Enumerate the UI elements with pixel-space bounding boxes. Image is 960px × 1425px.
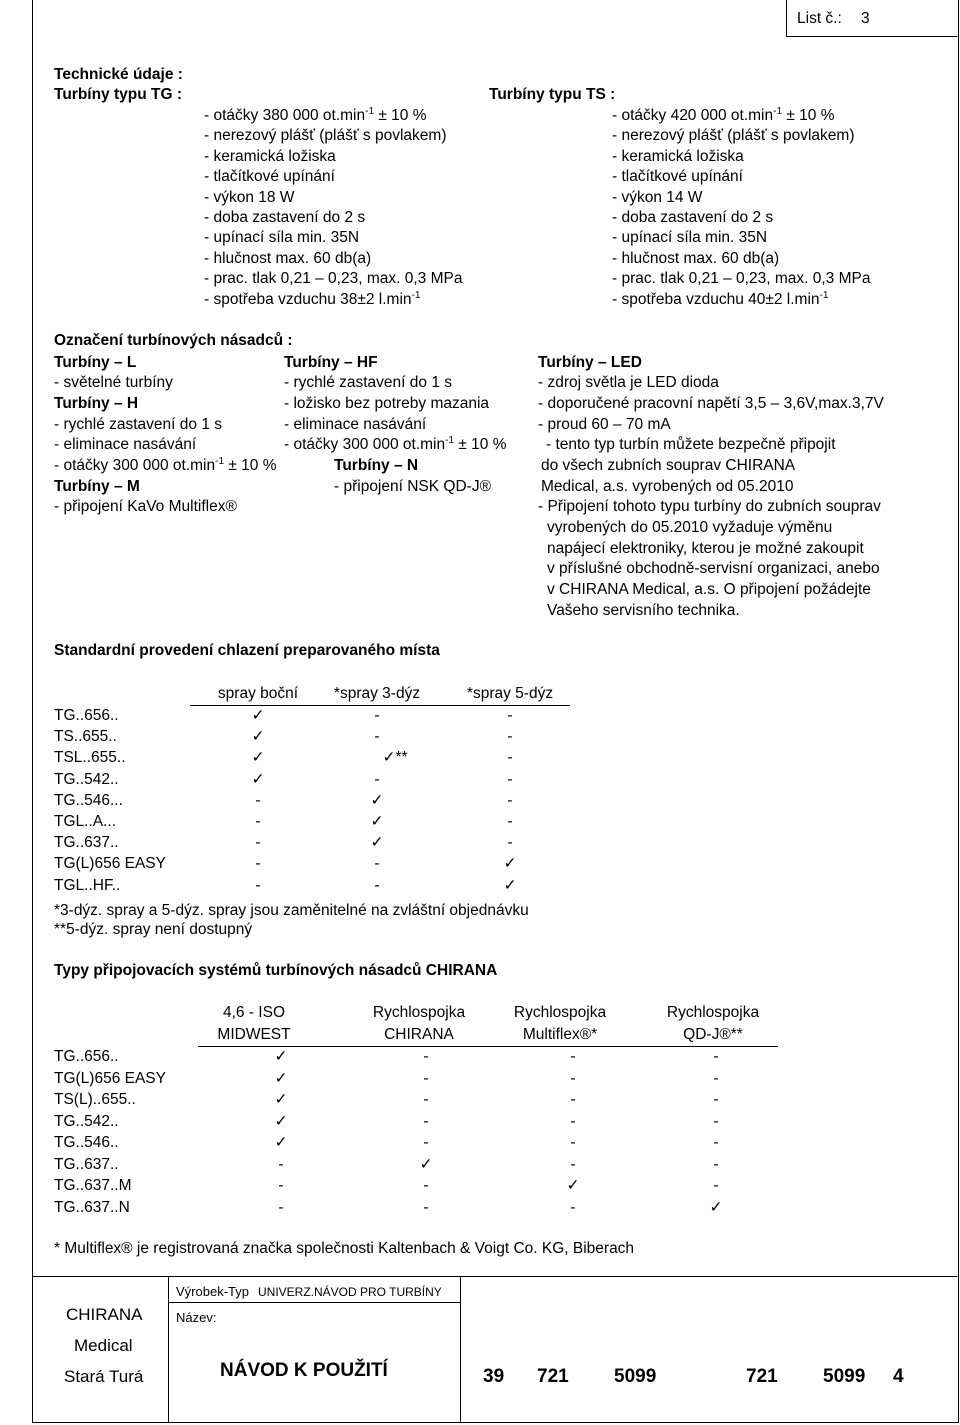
sheet-number-box [786, 0, 957, 37]
connections-title: Typy připojovacích systémů turbínových násadců CHIRANA [54, 962, 498, 979]
tg-spec-item: - doba zastavení do 2 s [204, 209, 366, 226]
tg-spec-item: - nerezový plášť (plášť s povlakem) [204, 127, 447, 145]
tg-spec-item: - otáčky 380 000 $ot.\min^{-1} \pm 10$ % [204, 105, 427, 124]
connection-cell: - [423, 1134, 429, 1151]
cooling-cell: - [374, 728, 380, 746]
cooling-cell: - [374, 707, 380, 724]
connection-header-bottom: MIDWEST [217, 1026, 291, 1043]
ts-spec-item: - nerezový plášť (plášť s povlakem) [612, 127, 855, 145]
connection-cell: - [423, 1069, 429, 1087]
connection-cell: ✓ [274, 1112, 288, 1130]
connection-header-bottom: QD-J®** [683, 1026, 743, 1043]
ts-heading: Turbíny typu TS : [489, 86, 616, 103]
connection-row-name: TG..637..N [54, 1198, 130, 1216]
cooling-cell: ✓** [382, 749, 408, 767]
connection-cell: - [570, 1048, 576, 1065]
ts-spec-item: - upínací síla min. 35N [612, 229, 768, 247]
cooling-cell: ✓ [503, 855, 517, 873]
marking-item: v CHIRANA Medical, a.s. O připojení požádejte [547, 581, 871, 598]
cooling-cell: ✓ [251, 707, 265, 724]
cooling-cell: ✓ [251, 749, 265, 767]
cooling-header-line [190, 705, 570, 706]
ts-spec-item: - keramická ložiska [612, 147, 744, 165]
marking-item: - zdroj světla je LED dioda [538, 374, 719, 391]
marking-item: Turbíny – LED [538, 354, 642, 371]
connection-cell: ✓ [274, 1069, 288, 1087]
cooling-cell: - [507, 707, 513, 724]
cooling-row-name: TSL..655.. [54, 749, 126, 767]
cooling-cell: ✓ [370, 813, 384, 830]
company-city: Stará Turá [64, 1367, 144, 1386]
cooling-cell: - [374, 876, 380, 894]
tg-spec-item: - upínací síla min. 35N [204, 229, 360, 247]
connection-cell: ✓ [274, 1048, 288, 1065]
cooling-note-1: *3-dýz. spray a 5-dýz. spray jsou zaměnitelné na zvláštní objednávku [54, 902, 529, 919]
marking-item: do všech zubních souprav CHIRANA [541, 457, 796, 474]
doc-number-5: 5099 [823, 1366, 866, 1387]
ts-spec-item: - prac. tlak 0,21 – 0,23, max. 0,3 MPa [612, 270, 871, 288]
cooling-row-name: TS..655.. [54, 728, 117, 746]
cooling-row-name: TG..546... [54, 791, 123, 809]
cooling-cell: - [255, 813, 261, 830]
connection-row-name: TS(L)..655.. [54, 1091, 136, 1108]
cooling-cell: ✓ [251, 770, 265, 788]
cooling-row-name: TG..542.. [54, 770, 119, 788]
connection-cell: - [570, 1155, 576, 1173]
connections-footnote: * Multiflex® je registrovaná značka společnosti Kaltenbach & Voigt Co. KG, Biberach [54, 1240, 635, 1257]
markings-title: Označení turbínových násadců : [54, 332, 293, 349]
cooling-cell: - [255, 855, 261, 873]
cooling-cell: - [507, 834, 513, 852]
marking-item: v příslušné obchodně-servisní organizaci, anebo [547, 560, 880, 577]
connection-row-name: TG..637.. [54, 1155, 119, 1173]
connection-header-bottom: Multiflex®* [522, 1026, 598, 1043]
cooling-row-name: TGL..A... [54, 813, 117, 830]
cooling-row-name: TG..637.. [54, 834, 119, 852]
sheet-label: List č.: [797, 10, 842, 27]
marking-item: Turbíny – M [54, 478, 140, 495]
connection-cell: - [713, 1177, 719, 1194]
marking-item: - světelné turbíny [54, 374, 173, 391]
tg-spec-item: - výkon 18 W [204, 188, 295, 206]
marking-item: - Připojení tohoto typu turbíny do zubních souprav [538, 498, 881, 515]
marking-item: Turbíny – L [54, 354, 137, 371]
connection-cell: - [713, 1069, 719, 1087]
cooling-cell: - [507, 749, 513, 767]
ts-spec-item: - výkon 14 W [612, 188, 703, 206]
connection-header-top: Rychlospojka [372, 1004, 466, 1021]
connection-cell: - [713, 1091, 719, 1108]
cooling-header: *spray 3-dýz [333, 685, 421, 702]
doc-number-2: 721 [537, 1366, 569, 1387]
cooling-cell: - [507, 791, 513, 809]
tg-spec-item: - prac. tlak 0,21 – 0,23, max. 0,3 MPa [204, 270, 463, 288]
tg-spec-item: - keramická ložiska [204, 147, 336, 165]
marking-item: - rychlé zastavení do 1 s [54, 416, 222, 433]
connection-cell: - [570, 1091, 576, 1108]
connection-header-top: Rychlospojka [666, 1004, 760, 1021]
connection-cell: - [570, 1069, 576, 1087]
cooling-cell: - [507, 770, 513, 788]
tg-spec-item: - hlučnost max. 60 db(a) [204, 249, 372, 267]
cooling-row-name: TGL..HF.. [54, 876, 121, 894]
ts-spec-item: - doba zastavení do 2 s [612, 209, 774, 226]
cooling-header: spray boční [217, 685, 299, 702]
cooling-cell: - [374, 855, 380, 873]
marking-item: - eliminace nasávání [54, 436, 197, 453]
product-type-label: Výrobek-Typ [176, 1284, 249, 1299]
connection-cell: - [278, 1198, 284, 1216]
connection-cell: ✓ [274, 1091, 288, 1108]
marking-item: Vašeho servisního technika. [547, 602, 740, 619]
cooling-title: Standardní provedení chlazení preparovaného místa [54, 642, 440, 659]
connection-row-name: TG(L)656 EASY [54, 1069, 166, 1087]
marking-item: - tento typ turbín můžete bezpečně připojit [546, 436, 836, 453]
marking-item: - doporučené pracovní napětí 3,5 – 3,6V,max.3,7V [538, 395, 884, 412]
connection-header-bottom: CHIRANA [384, 1026, 454, 1043]
connection-cell: - [713, 1048, 719, 1065]
connection-cell: ✓ [566, 1177, 580, 1194]
ts-spec-item: - hlučnost max. 60 db(a) [612, 249, 780, 267]
connection-row-name: TG..546.. [54, 1134, 119, 1151]
turbiny-n-item: - připojení NSK QD-J® [334, 478, 491, 495]
product-type-value: UNIVERZ.NÁVOD PRO TURBÍNY [258, 1285, 442, 1299]
connection-header-top: 4,6 - ISO [222, 1004, 286, 1021]
ts-spec-item: - spotřeba vzduchu 40±2 $l.\min^{-1}$ [612, 289, 829, 308]
connection-cell: - [570, 1134, 576, 1151]
cooling-row-name: TG(L)656 EASY [54, 855, 166, 873]
doc-number-4: 721 [746, 1366, 778, 1387]
connection-row-name: TG..637..M [54, 1177, 132, 1194]
connection-cell: - [423, 1091, 429, 1108]
marking-item: Medical, a.s. vyrobených od 05.2010 [541, 478, 794, 495]
connections-header-line [198, 1046, 778, 1047]
company-name: CHIRANA [66, 1305, 143, 1324]
tg-heading: Turbíny typu TG : [54, 86, 183, 103]
cooling-row-name: TG..656.. [54, 707, 119, 724]
connection-row-name: TG..542.. [54, 1112, 119, 1130]
connection-cell: ✓ [709, 1198, 723, 1216]
marking-item: - otáčky 300 000 $ot.\min^{-1} \pm 10$ % [54, 455, 277, 474]
marking-item: - eliminace nasávání [284, 416, 427, 433]
cooling-cell: ✓ [370, 791, 384, 809]
cooling-header: *spray 5-dýz [466, 685, 554, 702]
cooling-cell: ✓ [503, 876, 517, 894]
marking-item: - ložisko bez potreby mazania [284, 395, 490, 412]
connection-cell: - [570, 1198, 576, 1216]
turbiny-n-heading: Turbíny – N [334, 457, 419, 474]
connection-header-top: Rychlospojka [513, 1004, 607, 1021]
connection-cell: - [423, 1048, 429, 1065]
footer-row-line [168, 1302, 460, 1303]
connection-cell: - [423, 1198, 429, 1216]
cooling-cell: - [374, 770, 380, 788]
cooling-cell: - [255, 834, 261, 852]
ts-spec-item: - tlačítkové upínání [612, 168, 743, 186]
marking-item: Turbíny – H [54, 395, 139, 412]
marking-item: vyrobených do 05.2010 vyžaduje výměnu [547, 519, 833, 536]
footer-divider-2 [460, 1276, 461, 1422]
footer-divider-1 [168, 1276, 169, 1422]
connection-cell: - [278, 1155, 284, 1173]
doc-number-6: 4 [893, 1366, 904, 1387]
connection-cell: - [570, 1112, 576, 1130]
cooling-cell: - [255, 876, 261, 894]
marking-item: - rychlé zastavení do 1 s [284, 374, 452, 391]
connection-cell: - [423, 1177, 429, 1194]
tg-spec-item: - tlačítkové upínání [204, 168, 335, 186]
connection-cell: - [713, 1155, 719, 1173]
connection-row-name: TG..656.. [54, 1048, 119, 1065]
connection-cell: ✓ [274, 1134, 288, 1151]
tech-title: Technické údaje : [54, 66, 183, 83]
cooling-cell: - [507, 813, 513, 830]
cooling-cell: ✓ [251, 728, 265, 746]
footer-top-line [32, 1276, 957, 1277]
connection-cell: - [423, 1112, 429, 1130]
connection-cell: - [713, 1112, 719, 1130]
connection-cell: - [278, 1177, 284, 1194]
cooling-cell: - [255, 791, 261, 809]
marking-item: - otáčky 300 000 $ot.\min^{-1} \pm 10$ % [284, 434, 507, 453]
cooling-cell: - [507, 728, 513, 746]
ts-spec-item: - otáčky 420 000 $ot.\min^{-1} \pm 10$ % [612, 105, 835, 124]
marking-item: - proud 60 – 70 mA [538, 416, 671, 433]
company-sub: Medical [74, 1336, 133, 1355]
marking-item: Turbíny – HF [284, 354, 378, 371]
tg-spec-item: - spotřeba vzduchu 38±2 $l.\min^{-1}$ [204, 289, 421, 308]
document-title: NÁVOD K POUŽITÍ [220, 1360, 388, 1381]
marking-item: - připojení KaVo Multiflex® [54, 498, 237, 515]
cooling-cell: ✓ [370, 834, 384, 852]
name-label: Název: [176, 1310, 217, 1325]
connection-cell: ✓ [419, 1155, 433, 1173]
doc-number-1: 39 [483, 1366, 505, 1387]
doc-number-3: 5099 [614, 1366, 657, 1387]
marking-item: napájecí elektroniky, kterou je možné zakoupit [547, 540, 864, 557]
cooling-note-2: **5-dýz. spray není dostupný [54, 921, 253, 938]
sheet-number: 3 [861, 10, 870, 27]
connection-cell: - [713, 1134, 719, 1151]
